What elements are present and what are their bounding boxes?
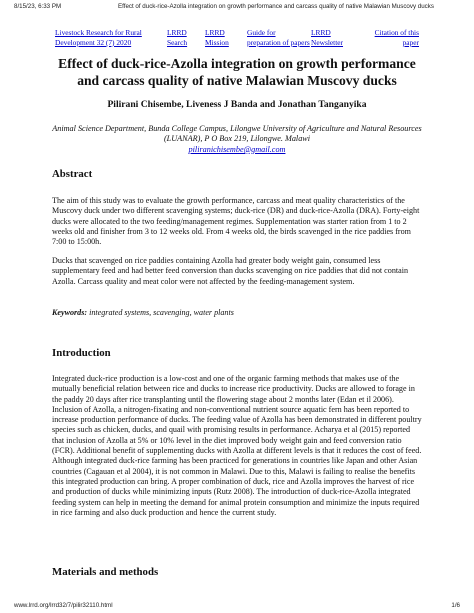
print-datetime: 8/15/23, 6:33 PM bbox=[14, 3, 62, 10]
affiliation-block bbox=[50, 124, 424, 155]
page-number: 1/6 bbox=[451, 602, 460, 609]
journal-link[interactable]: Livestock Research for Rural Development 32 (7) 2020 bbox=[55, 28, 142, 47]
keywords-line bbox=[52, 308, 424, 317]
citation-link[interactable]: Citation of this paper bbox=[374, 28, 419, 47]
guide-link[interactable]: Guide for preparation of papers bbox=[247, 28, 310, 47]
print-doc-title: Effect of duck-rice-Azolla integration on growth performance and carcass quality of native Malawian Muscovy ducks bbox=[118, 3, 434, 10]
journal-nav bbox=[55, 28, 419, 47]
abstract-paragraph-2: Ducks that scavenged on rice paddies containing Azolla had greater body weight gain, consumed less supplementary feed and had better feed conversion than ducks scavenging on rice paddies that did not contain Azolla. Carcass quality and meat color were not affected by the feeding-management system. bbox=[52, 256, 409, 286]
lrrd-newsletter-link[interactable]: LRRD Newsletter bbox=[311, 28, 344, 47]
lrrd-mission-link[interactable]: LRRD Mission bbox=[205, 28, 229, 47]
introduction-paragraph: Integrated duck-rice production is a low-cost and one of the organic farming methods that makes use of the mutually beneficial relation between rice and ducks to increase rice productivity. Ducks are allowed to forage in the paddy 20 days after rice transplanting until the flowering stage about 2 months later (Edan et il 2006). Inclusion of Azolla, a nitrogen-fixating and non-conventional nutrient source aquatic fern has been reported to increase production performance of ducks. The feeding value of Azolla has been demonstrated in different poultry species such as chicken, ducks, and quail with promising results in performance. Acharya et al (2015) reported that inclusion of Azolla at 5% or 10% level in the diet improved body weight gain and feed conversion ratio (FCR). Additional benefit of supplementing ducks with Azolla at different levels is that it reduces the cost of feed. Although integrated duck-rice farming has been practiced for generations in countries like Japan and other Asian countries (Cagauan et al 2004), it is not common in Malawi. Due to this, Malawi is failing to realise the benefits this integrated production can bring. A proper combination of duck, rice and Azolla improves the harvest of rice and production of ducks while minimizing inputs (Rutz 2008). The introduction of duck-rice-Azolla integrated feeding system can help in meeting the demand for animal protein consumption and minimize the inputs required in rice farming and also duck production and hence the current study. bbox=[52, 374, 422, 517]
keywords-label: Keywords: bbox=[52, 308, 88, 317]
keywords-text: integrated systems, scavenging, water plants bbox=[89, 308, 234, 317]
materials-heading: Materials and methods bbox=[52, 566, 159, 578]
abstract-heading: Abstract bbox=[52, 168, 93, 180]
abstract-paragraph-1: The aim of this study was to evaluate the growth performance, carcass and meat quality characteristics of the Muscovy duck under two different scavenging systems; duck-rice (DR) and duck-rice-Azolla (DRA). Forty-eight ducks were allocated to the two feeding/management regimes. Supplementation was starter ration from 1 to 2 weeks old and finisher from 3 to 12 weeks old. From 4 weeks old, the birds scavenged in the rice paddies from 7:00 to 15:00h. bbox=[52, 196, 420, 247]
print-url: www.lrrd.org/lrrd32/7/pilir32110.html bbox=[14, 602, 113, 609]
article-authors: Pilirani Chisembe, Liveness J Banda and Jonathan Tanganyika bbox=[107, 99, 367, 110]
affiliation-text: Animal Science Department, Bunda College Campus, Lilongwe University of Agriculture and Natural Resources (LUANAR), P O Box 219, Lilongwe. Malawi bbox=[52, 124, 422, 144]
author-email-link[interactable]: piliranichisembe@gmail.com bbox=[188, 144, 286, 154]
introduction-heading: Introduction bbox=[52, 347, 111, 359]
article-title: Effect of duck-rice-Azolla integration on growth performance and carcass quality of native Malawian Muscovy ducks bbox=[58, 56, 416, 88]
lrrd-search-link[interactable]: LRRD Search bbox=[167, 28, 188, 47]
